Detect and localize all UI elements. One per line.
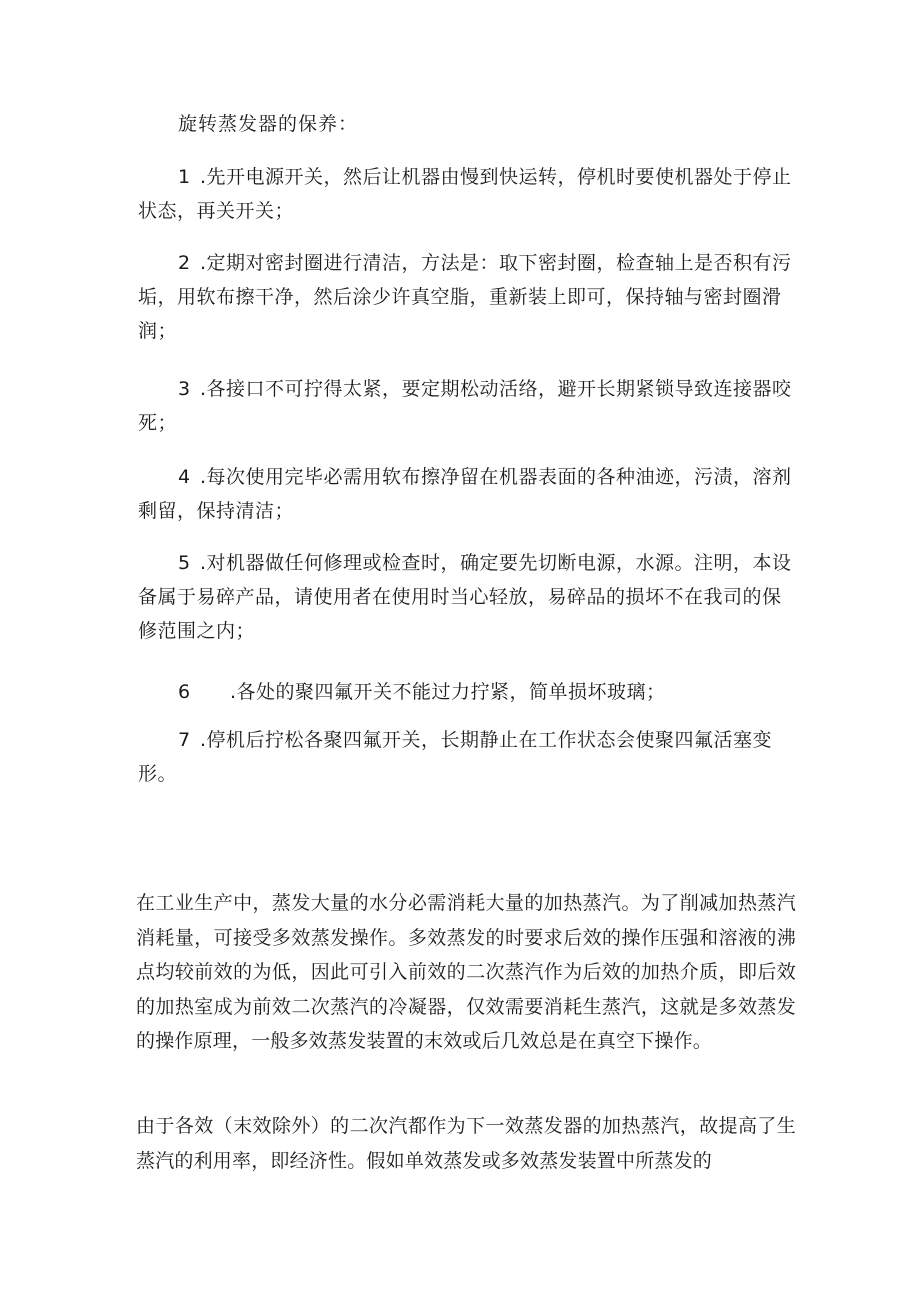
item-number: 5 [178, 552, 191, 574]
maintenance-item-3 [138, 372, 792, 440]
item-text: .停机后拧松各聚四氟开关，长期静止在工作状态会使聚四氟活塞变形。 [138, 729, 773, 785]
maintenance-heading: 旋转蒸发器的保养： [178, 113, 359, 135]
item-text: .对机器做任何修理或检查时，确定要先切断电源，水源。注明，本设备属于易碎产品，请使用者在使用时当心轻放，易碎品的损坏不在我司的保修范围之内； [138, 552, 792, 642]
item-number: 6 [178, 681, 191, 703]
item-number: 1 [178, 166, 191, 188]
maintenance-item-5 [138, 546, 792, 648]
article-paragraph-1: 在工业生产中，蒸发大量的水分必需消耗大量的加热蒸汽。为了削减加热蒸汽消耗量，可接受多效蒸发操作。多效蒸发的时要求后效的操作压强和溶液的沸点均较前效的为低，因此可引入前效的二次蒸汽作为后效的加热介质，即后效的加热室成为前效二次蒸汽的冷凝器，仅效需要消耗生蒸汽，这就是多效蒸发的操作原理，一般多效蒸发装置的末效或后几效总是在真空下操作。 [136, 892, 796, 1052]
item-text: .每次使用完毕必需用软布擦净留在机器表面的各种油迹，污渍，溶剂剩留，保持清洁； [138, 466, 792, 522]
item-number: 7 [178, 729, 191, 751]
item-text: .先开电源开关，然后让机器由慢到快运转，停机时要使机器处于停止状态，再关开关； [138, 166, 792, 222]
maintenance-item-7 [138, 723, 792, 791]
maintenance-item-4 [138, 460, 792, 528]
item-text: .定期对密封圈进行清洁，方法是：取下密封圈，检查轴上是否积有污垢，用软布擦干净，然后涂少许真空脂，重新装上即可，保持轴与密封圈滑润； [138, 252, 792, 342]
item-number: 2 [178, 252, 191, 274]
maintenance-item-2 [138, 246, 792, 348]
article-paragraph-2: 由于各效（末效除外）的二次汽都作为下一效蒸发器的加热蒸汽，故提高了生蒸汽的利用率，即经济性。假如单效蒸发或多效蒸发装置中所蒸发的 [136, 1115, 796, 1172]
item-number: 3 [178, 378, 191, 400]
maintenance-item-6 [138, 675, 792, 709]
item-text: .各处的聚四氟开关不能过力拧紧，简单损坏玻璃； [230, 681, 666, 703]
item-text: .各接口不可拧得太紧，要定期松动活络，避开长期紧锁导致连接器咬死； [138, 378, 792, 434]
item-number: 4 [178, 466, 191, 488]
maintenance-item-1 [138, 160, 792, 228]
